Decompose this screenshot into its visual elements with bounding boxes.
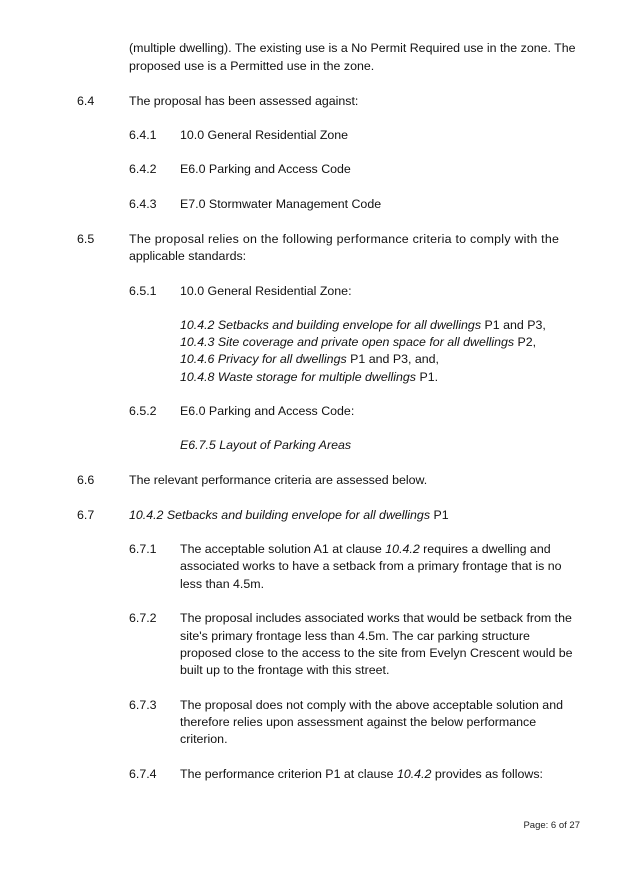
intro-line-2: proposed use is a Permitted use in the zone. [129,59,375,73]
text-run: The performance criterion P1 at clause [180,767,397,781]
item-text-6-7-2-line-2: site's primary frontage less than 4.5m. The car parking structure [180,629,530,643]
heading-title: 10.4.2 Setbacks and building envelope for all dwellings [129,508,431,522]
item-text-6-7-4 [180,766,543,784]
criterion-title: 10.4.8 Waste storage for multiple dwellings [180,370,417,384]
text-run: requires a dwelling and [419,542,551,556]
criterion-10-4-2 [180,317,546,335]
item-text-6-7-1-line-2: associated works to have a setback from a primary frontage that is no [180,559,562,573]
heading-suffix: P1 [430,508,449,522]
item-number-6-7-1: 6.7.1 [129,542,157,556]
criterion-10-4-8 [180,369,438,387]
item-text-6-7-2-line-3: proposed close to the access to the site from Evelyn Crescent would be [180,646,573,660]
item-text-6-4-2: E6.0 Parking and Access Code [180,162,351,176]
criterion-suffix: P2, [514,335,537,349]
item-number-6-5-2: 6.5.2 [129,404,157,418]
item-number-6-7-4: 6.7.4 [129,767,157,781]
item-text-6-7-3-line-2: therefore relies upon assessment against the below performance [180,715,537,729]
item-text-6-7-2-line-4: built up to the frontage with this street. [180,663,390,677]
item-text-6-4-1: 10.0 General Residential Zone [180,128,349,142]
item-text-6-4-3: E7.0 Stormwater Management Code [180,197,382,211]
item-number-6-4-1: 6.4.1 [129,128,157,142]
criterion-e6-7-5: E6.7.5 Layout of Parking Areas [180,438,352,452]
page-number-footer: Page: 6 of 27 [523,820,580,831]
item-text-6-5-1: 10.0 General Residential Zone: [180,284,352,298]
criterion-title: 10.4.6 Privacy for all dwellings [180,352,347,366]
section-text-6-4: The proposal has been assessed against: [129,94,359,108]
criterion-suffix: P1 and P3, and, [346,352,439,366]
section-text-6-5-line-1: The proposal relies on the following performance criteria to comply with the [129,232,560,246]
criterion-10-4-6 [180,351,439,369]
item-number-6-7-3: 6.7.3 [129,698,157,712]
criterion-title: 10.4.2 Setbacks and building envelope for all dwellings [180,318,482,332]
section-number-6-7: 6.7 [77,508,95,522]
item-text-6-5-2: E6.0 Parking and Access Code: [180,404,355,418]
section-heading-6-7 [129,507,449,525]
item-text-6-7-3-line-3: criterion. [180,732,228,746]
item-text-6-7-2-line-1: The proposal includes associated works that would be setback from the [180,611,572,625]
section-text-6-6: The relevant performance criteria are assessed below. [129,473,428,487]
criterion-suffix: P1. [416,370,439,384]
section-text-6-5-line-2: applicable standards: [129,249,247,263]
item-number-6-4-2: 6.4.2 [129,162,157,176]
criterion-10-4-3 [180,334,536,352]
item-text-6-7-1-line-3: less than 4.5m. [180,577,265,591]
item-number-6-4-3: 6.4.3 [129,197,157,211]
text-run: provides as follows: [431,767,543,781]
item-number-6-5-1: 6.5.1 [129,284,157,298]
clause-ref: 10.4.2 [385,542,420,556]
text-run: The acceptable solution A1 at clause [180,542,386,556]
section-number-6-5: 6.5 [77,232,95,246]
clause-ref: 10.4.2 [396,767,432,781]
section-number-6-6: 6.6 [77,473,95,487]
item-text-6-7-1-line-1 [180,541,551,559]
item-number-6-7-2: 6.7.2 [129,611,157,625]
criterion-suffix: P1 and P3, [481,318,546,332]
item-text-6-7-3-line-1: The proposal does not comply with the above acceptable solution and [180,698,563,712]
section-number-6-4: 6.4 [77,94,95,108]
intro-line-1: (multiple dwelling). The existing use is a No Permit Required use in the zone. The [129,41,576,55]
criterion-title: 10.4.3 Site coverage and private open space for all dwellings [180,335,515,349]
